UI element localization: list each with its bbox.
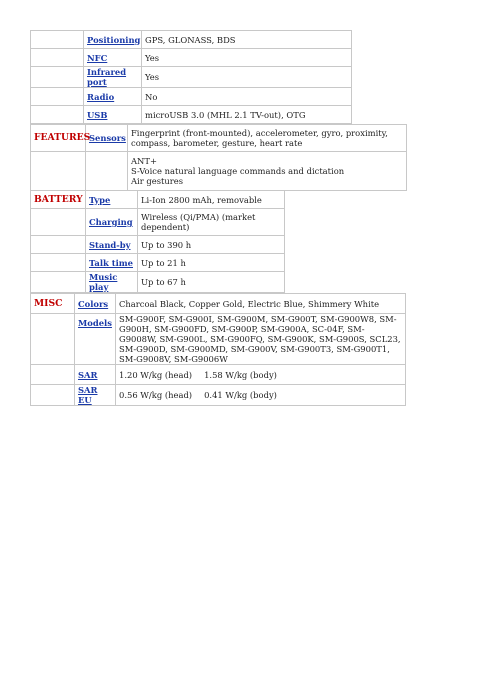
sar-eu-body-value: 0.41 W/kg (body) (204, 390, 277, 400)
table-row (31, 191, 285, 209)
table-row (31, 236, 285, 254)
radio-value: No (142, 88, 352, 106)
usb-link[interactable]: USB (87, 109, 108, 120)
music-play-link[interactable]: Music play (89, 272, 118, 292)
category-cell (31, 49, 84, 67)
table-row (31, 365, 406, 385)
misc-table (30, 293, 406, 406)
features-table (30, 124, 407, 191)
table-row (31, 31, 352, 49)
nfc-value: Yes (142, 49, 352, 67)
music-play-value: Up to 67 h (138, 272, 285, 293)
table-row (31, 152, 407, 191)
category-cell (31, 106, 84, 124)
table-row (31, 125, 407, 152)
table-row (31, 272, 285, 293)
feature-item: S-Voice natural language commands and dictation (131, 166, 345, 176)
connectivity-table (30, 30, 352, 124)
sar-body-value: 1.58 W/kg (body) (204, 369, 277, 380)
category-cell (31, 152, 86, 191)
table-row (31, 88, 352, 106)
battery-table (30, 190, 285, 293)
table-row (31, 49, 352, 67)
infrared-port-value: Yes (142, 67, 352, 88)
category-cell (31, 385, 75, 406)
category-cell (31, 272, 86, 293)
features-heading: FEATURES (31, 125, 86, 152)
charging-value: Wireless (Qi/PMA) (market dependent) (138, 209, 285, 236)
type-link[interactable]: Type (89, 194, 111, 205)
sar-value (116, 365, 406, 385)
category-cell (31, 365, 75, 385)
table-row (31, 209, 285, 236)
usb-value: microUSB 3.0 (MHL 2.1 TV-out), OTG (142, 106, 352, 124)
models-link[interactable]: Models (78, 318, 112, 328)
misc-heading: MISC (31, 294, 75, 314)
colors-link[interactable]: Colors (78, 298, 109, 309)
feature-item: Air gestures (131, 176, 184, 186)
stand-by-value: Up to 390 h (138, 236, 285, 254)
category-cell (31, 254, 86, 272)
category-cell (31, 67, 84, 88)
stand-by-link[interactable]: Stand-by (89, 239, 131, 250)
table-row (31, 385, 406, 406)
sensors-link[interactable]: Sensors (89, 133, 126, 143)
table-row (31, 254, 285, 272)
positioning-value: GPS, GLONASS, BDS (142, 31, 352, 49)
talk-time-value: Up to 21 h (138, 254, 285, 272)
category-cell (31, 314, 75, 365)
table-row (31, 106, 352, 124)
sar-eu-link[interactable]: SAR EU (78, 385, 98, 405)
sar-eu-head-value: 0.56 W/kg (head) (119, 390, 193, 400)
nfc-link[interactable]: NFC (87, 52, 108, 63)
category-cell (31, 236, 86, 254)
table-row (31, 314, 406, 365)
battery-heading: BATTERY (31, 191, 86, 209)
features-extras (128, 152, 407, 191)
charging-link[interactable]: Charging (89, 217, 133, 227)
category-cell (31, 31, 84, 49)
feature-item: ANT+ (131, 156, 157, 166)
radio-link[interactable]: Radio (87, 91, 115, 102)
sar-link[interactable]: SAR (78, 369, 98, 380)
category-cell (31, 209, 86, 236)
infrared-port-link[interactable]: Infrared port (87, 67, 127, 87)
type-value: Li-Ion 2800 mAh, removable (138, 191, 285, 209)
talk-time-link[interactable]: Talk time (89, 257, 133, 268)
colors-value: Charcoal Black, Copper Gold, Electric Blue, Shimmery White (116, 294, 406, 314)
models-value: SM-G900F, SM-G900I, SM-G900M, SM-G900T, SM-G900W8, SM-G900H, SM-G900FD, SM-G900P, SM-G900A, SC-04F, SM-G9008W, SM-G900L, SM-G900FQ, SM-G900K, SM-G900S, SCL23, SM-G900D, SM-G900MD, SM-G900V, SM-G900T3, SM-G900T1, SM-G9008V, SM-G9006W (116, 314, 406, 365)
category-cell (31, 88, 84, 106)
sar-head-value: 1.20 W/kg (head) (119, 369, 193, 380)
table-row (31, 294, 406, 314)
label-cell (86, 152, 128, 191)
sar-eu-value (116, 385, 406, 406)
table-row (31, 67, 352, 88)
positioning-link[interactable]: Positioning (87, 34, 141, 45)
sensors-value: Fingerprint (front-mounted), accelerometer, gyro, proximity, compass, barometer, gesture, heart rate (128, 125, 407, 152)
